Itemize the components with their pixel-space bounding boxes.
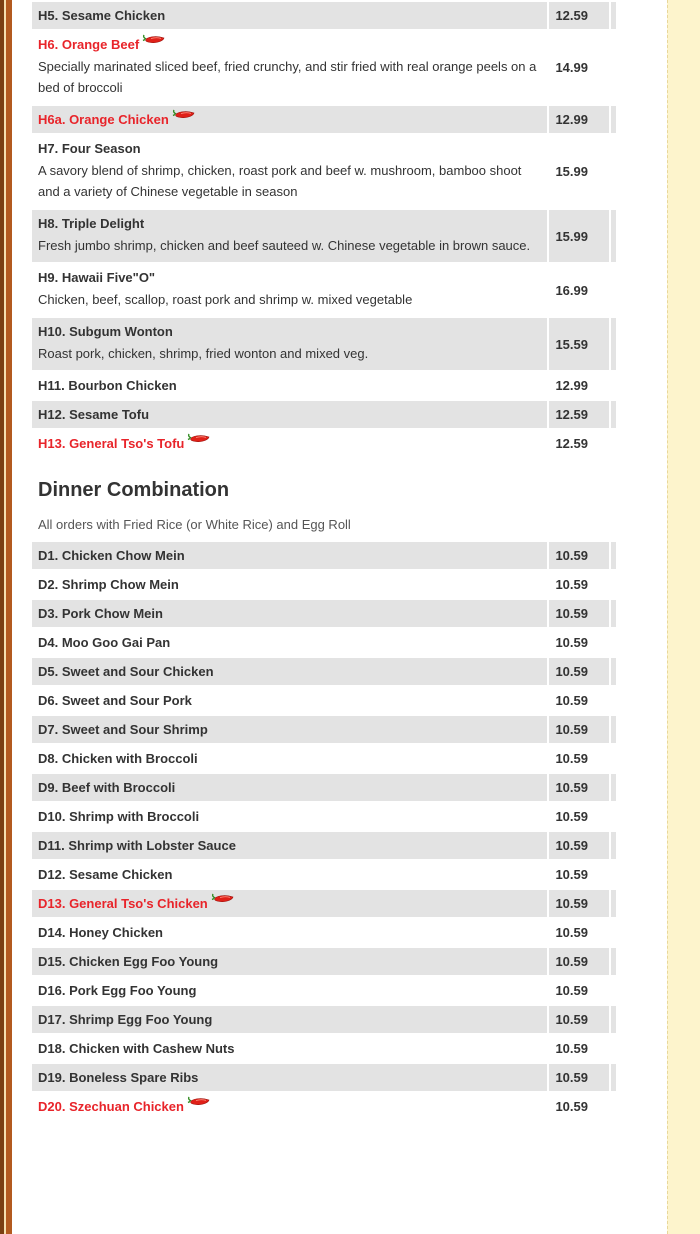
menu-item-name: H13. General Tso's Tofu — [38, 436, 185, 451]
menu-row — [32, 571, 616, 598]
menu-content — [32, 0, 620, 1122]
menu-item-cell — [32, 629, 547, 656]
menu-item-price: 12.99 — [555, 378, 588, 393]
menu-item-price: 10.59 — [555, 635, 588, 650]
menu-row — [32, 948, 616, 975]
menu-item-price: 10.59 — [549, 1064, 609, 1091]
menu-row — [32, 135, 616, 208]
chili-pepper-icon — [187, 1096, 211, 1108]
menu-row-spacer — [611, 716, 616, 743]
menu-item-cell — [32, 31, 547, 104]
menu-item-price: 10.59 — [549, 542, 609, 569]
menu-row-spacer — [611, 264, 616, 316]
menu-row — [32, 210, 616, 262]
menu-row — [32, 658, 616, 685]
menu-item-cell — [32, 571, 547, 598]
menu-item-price: 10.59 — [549, 890, 609, 917]
menu-item-name: D16. Pork Egg Foo Young — [38, 983, 197, 998]
menu-item-price: 10.59 — [549, 658, 609, 685]
menu-item-cell — [32, 745, 547, 772]
menu-item-cell — [32, 430, 547, 457]
menu-item-price: 14.99 — [555, 60, 588, 75]
menu-row-spacer — [611, 135, 616, 208]
menu-row-spacer — [611, 919, 616, 946]
menu-row-spacer — [611, 745, 616, 772]
menu-item-price: 10.59 — [555, 1041, 588, 1056]
menu-item-cell — [32, 977, 547, 1004]
menu-row-spacer — [611, 542, 616, 569]
menu-row — [32, 832, 616, 859]
menu-item-name: H9. Hawaii Five"O" — [38, 270, 156, 285]
menu-item-cell — [32, 687, 547, 714]
menu-item-name: D12. Sesame Chicken — [38, 867, 173, 882]
menu-item-name: D9. Beef with Broccoli — [38, 780, 176, 795]
menu-row-spacer — [611, 210, 616, 262]
menu-item-cell — [32, 600, 547, 627]
menu-item-name: H10. Subgum Wonton — [38, 324, 173, 339]
menu-item-name: H12. Sesame Tofu — [38, 407, 150, 422]
menu-row — [32, 106, 616, 133]
menu-item-cell — [32, 716, 547, 743]
menu-item-name: D14. Honey Chicken — [38, 925, 163, 940]
menu-item-name: D19. Boneless Spare Ribs — [38, 1070, 199, 1085]
menu-row — [32, 745, 616, 772]
menu-row-spacer — [611, 861, 616, 888]
menu-row-spacer — [611, 106, 616, 133]
menu-item-name: D18. Chicken with Cashew Nuts — [38, 1041, 235, 1056]
right-decorative-border — [667, 0, 700, 1234]
menu-item-name: D3. Pork Chow Mein — [38, 606, 163, 621]
menu-row-spacer — [611, 318, 616, 370]
menu-item-cell — [32, 264, 547, 316]
chili-pepper-icon — [187, 433, 211, 445]
menu-row — [32, 600, 616, 627]
chili-pepper-icon — [172, 109, 196, 121]
menu-item-name: H6. Orange Beef — [38, 37, 140, 52]
menu-item-cell — [32, 1006, 547, 1033]
menu-row-spacer — [611, 948, 616, 975]
menu-item-cell — [32, 1064, 547, 1091]
menu-row-spacer — [611, 430, 616, 457]
menu-item-cell — [32, 803, 547, 830]
menu-row — [32, 372, 616, 399]
menu-item-description: Chicken, beef, scallop, roast pork and shrimp w. mixed vegetable — [38, 292, 413, 307]
menu-row — [32, 629, 616, 656]
menu-item-price: 10.59 — [555, 809, 588, 824]
menu-item-name: H5. Sesame Chicken — [38, 8, 166, 23]
menu-item-price: 15.99 — [549, 210, 609, 262]
menu-item-price: 10.59 — [555, 867, 588, 882]
menu-item-name: D5. Sweet and Sour Chicken — [38, 664, 214, 679]
menu-item-price: 10.59 — [549, 948, 609, 975]
menu-item-name: D7. Sweet and Sour Shrimp — [38, 722, 208, 737]
menu-row — [32, 977, 616, 1004]
menu-item-name: D4. Moo Goo Gai Pan — [38, 635, 171, 650]
menu-row — [32, 2, 616, 29]
menu-row — [32, 401, 616, 428]
menu-row — [32, 264, 616, 316]
menu-row — [32, 919, 616, 946]
menu-item-cell — [32, 890, 547, 917]
menu-item-name: H6a. Orange Chicken — [38, 112, 169, 127]
menu-item-name: H8. Triple Delight — [38, 216, 145, 231]
menu-item-name: H7. Four Season — [38, 141, 141, 156]
menu-row — [32, 861, 616, 888]
menu-item-cell — [32, 832, 547, 859]
menu-row-spacer — [611, 600, 616, 627]
menu-row-spacer — [611, 832, 616, 859]
menu-item-name: D2. Shrimp Chow Mein — [38, 577, 179, 592]
menu-item-cell — [32, 948, 547, 975]
menu-row — [32, 31, 616, 104]
menu-item-price: 10.59 — [549, 774, 609, 801]
menu-row — [32, 803, 616, 830]
menu-item-price: 10.59 — [549, 716, 609, 743]
menu-row-spacer — [611, 1035, 616, 1062]
menu-item-description: Fresh jumbo shrimp, chicken and beef sauteed w. Chinese vegetable in brown sauce. — [38, 238, 531, 253]
menu-row — [32, 1006, 616, 1033]
menu-item-price: 12.99 — [549, 106, 609, 133]
menu-row-spacer — [611, 658, 616, 685]
menu-item-price: 10.59 — [555, 983, 588, 998]
menu-item-cell — [32, 210, 547, 262]
menu-item-cell — [32, 542, 547, 569]
menu-row-spacer — [611, 1006, 616, 1033]
house-specials-table — [30, 0, 618, 459]
menu-row — [32, 1093, 616, 1120]
menu-item-name: D1. Chicken Chow Mein — [38, 548, 185, 563]
chili-pepper-icon — [142, 34, 166, 46]
menu-row-spacer — [611, 1064, 616, 1091]
menu-item-price: 10.59 — [555, 1099, 588, 1114]
menu-row-spacer — [611, 571, 616, 598]
menu-item-price: 12.59 — [549, 2, 609, 29]
menu-row-spacer — [611, 401, 616, 428]
menu-row-spacer — [611, 890, 616, 917]
menu-row-spacer — [611, 31, 616, 104]
menu-item-price: 10.59 — [555, 751, 588, 766]
menu-row — [32, 890, 616, 917]
menu-row — [32, 1035, 616, 1062]
menu-row-spacer — [611, 687, 616, 714]
menu-item-cell — [32, 2, 547, 29]
menu-row-spacer — [611, 774, 616, 801]
menu-item-cell — [32, 658, 547, 685]
menu-item-name: D8. Chicken with Broccoli — [38, 751, 198, 766]
section-note: All orders with Fried Rice (or White Rice) and Egg Roll — [38, 517, 351, 532]
menu-item-price: 10.59 — [555, 693, 588, 708]
menu-row-spacer — [611, 977, 616, 1004]
menu-item-price: 10.59 — [555, 925, 588, 940]
menu-item-description: Specially marinated sliced beef, fried crunchy, and stir fried with real orange peels on a bed of broccoli — [38, 59, 537, 95]
menu-item-cell — [32, 1093, 547, 1120]
menu-item-description: Roast pork, chicken, shrimp, fried wonton and mixed veg. — [38, 346, 369, 361]
menu-row — [32, 716, 616, 743]
menu-item-description: A savory blend of shrimp, chicken, roast pork and beef w. mushroom, bamboo shoot and a variety of Chinese vegetable in season — [38, 163, 522, 199]
menu-item-name: H11. Bourbon Chicken — [38, 378, 177, 393]
menu-row — [32, 1064, 616, 1091]
menu-row-spacer — [611, 2, 616, 29]
menu-item-name: D20. Szechuan Chicken — [38, 1099, 184, 1114]
chili-pepper-icon — [211, 893, 235, 905]
menu-item-cell — [32, 106, 547, 133]
section-title: Dinner Combination — [38, 479, 230, 501]
menu-item-cell — [32, 135, 547, 208]
menu-item-cell — [32, 774, 547, 801]
menu-item-name: D10. Shrimp with Broccoli — [38, 809, 200, 824]
menu-item-price: 10.59 — [549, 1006, 609, 1033]
menu-item-price: 10.59 — [555, 577, 588, 592]
menu-item-price: 10.59 — [549, 832, 609, 859]
menu-row — [32, 774, 616, 801]
menu-item-price: 15.99 — [555, 164, 588, 179]
menu-item-cell — [32, 861, 547, 888]
menu-item-name: D15. Chicken Egg Foo Young — [38, 954, 219, 969]
menu-row-spacer — [611, 372, 616, 399]
menu-row-spacer — [611, 1093, 616, 1120]
menu-item-cell — [32, 372, 547, 399]
left-decorative-border — [0, 0, 12, 1234]
menu-item-name: D17. Shrimp Egg Foo Young — [38, 1012, 213, 1027]
menu-row — [32, 542, 616, 569]
menu-item-name: D11. Shrimp with Lobster Sauce — [38, 838, 236, 853]
menu-item-cell — [32, 401, 547, 428]
menu-item-price: 10.59 — [549, 600, 609, 627]
menu-item-cell — [32, 919, 547, 946]
menu-row — [32, 318, 616, 370]
menu-item-price: 12.59 — [555, 436, 588, 451]
menu-item-price: 12.59 — [549, 401, 609, 428]
menu-item-name: D13. General Tso's Chicken — [38, 896, 208, 911]
menu-row-spacer — [611, 803, 616, 830]
menu-item-cell — [32, 318, 547, 370]
menu-item-price: 16.99 — [555, 282, 588, 298]
dinner-combination-table — [30, 540, 618, 1122]
menu-row-spacer — [611, 629, 616, 656]
menu-item-cell — [32, 1035, 547, 1062]
menu-row — [32, 687, 616, 714]
menu-row — [32, 430, 616, 457]
menu-item-price: 15.59 — [549, 318, 609, 370]
menu-item-name: D6. Sweet and Sour Pork — [38, 693, 192, 708]
